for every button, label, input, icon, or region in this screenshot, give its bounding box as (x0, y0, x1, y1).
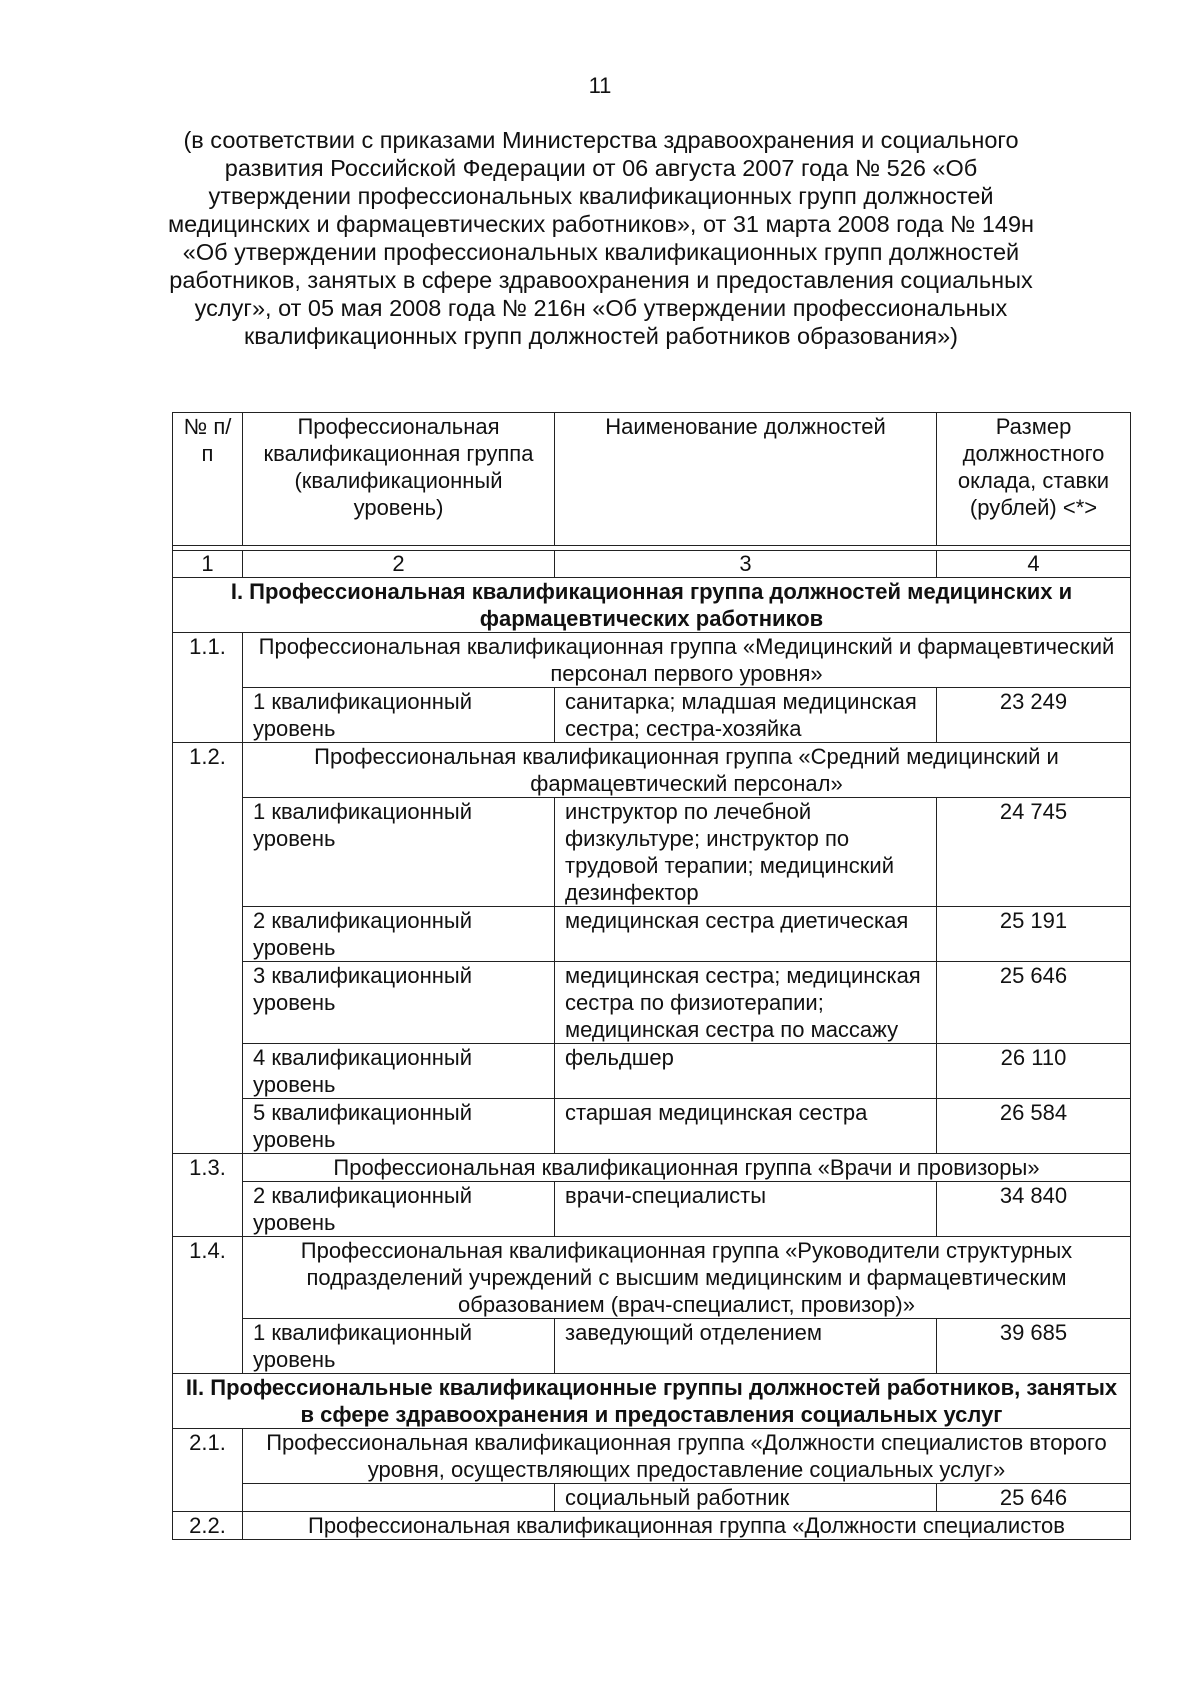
preamble-text (160, 126, 1042, 350)
salary-cell: 24 745 (937, 798, 1131, 907)
preamble-line: «Об утверждении профессиональных квалификационных групп должностей (182, 239, 1020, 265)
positions-cell: фельдшер (555, 1044, 937, 1099)
salary-cell: 39 685 (937, 1319, 1131, 1374)
level-cell: 4 квалификационный уровень (243, 1044, 555, 1099)
header-positions: Наименование должностей (555, 413, 937, 546)
group-row (173, 1154, 1131, 1182)
header-number: № п/п (173, 413, 243, 546)
preamble-line: работников, занятых в сфере здравоохранения и предоставления социальных (169, 267, 1033, 293)
group-number: 1.3. (173, 1154, 243, 1237)
salary-cell: 26 110 (937, 1044, 1131, 1099)
group-title: Профессиональная квалификационная группа «Должности специалистов второго уровня, осуществляющих предоставление социальных услуг» (243, 1429, 1131, 1484)
table-row (173, 1319, 1131, 1374)
table-row (173, 962, 1131, 1044)
group-title: Профессиональная квалификационная группа «Врачи и провизоры» (243, 1154, 1131, 1182)
group-title: Профессиональная квалификационная группа «Медицинский и фармацевтический персонал первого уровня» (243, 633, 1131, 688)
salary-cell: 34 840 (937, 1182, 1131, 1237)
level-cell: 1 квалификационный уровень (243, 688, 555, 743)
group-number: 2.2. (173, 1512, 243, 1540)
group-row (173, 633, 1131, 688)
salary-cell: 25 191 (937, 907, 1131, 962)
header-salary: Размер должностного оклада, ставки (рублей) <*> (937, 413, 1131, 546)
table-row (173, 798, 1131, 907)
salary-table (172, 412, 1131, 1540)
column-number-row (173, 551, 1131, 578)
positions-cell: заведующий отделением (555, 1319, 937, 1374)
level-cell: 2 квалификационный уровень (243, 907, 555, 962)
group-title: Профессиональная квалификационная группа «Средний медицинский и фармацевтический персонал» (243, 743, 1131, 798)
section-heading-row (173, 1374, 1131, 1429)
page-number: 11 (588, 73, 612, 98)
group-number: 1.2. (173, 743, 243, 1154)
table-row (173, 1182, 1131, 1237)
positions-cell: врачи-специалисты (555, 1182, 937, 1237)
preamble-line: развития Российской Федерации от 06 августа 2007 года № 526 «Об (224, 155, 978, 181)
salary-cell: 25 646 (937, 1484, 1131, 1512)
level-cell: 5 квалификационный уровень (243, 1099, 555, 1154)
preamble-line: утверждении профессиональных квалификационных групп должностей (208, 183, 994, 209)
preamble-line: (в соответствии с приказами Министерства здравоохранения и социального (183, 127, 1019, 153)
preamble-line: услуг», от 05 мая 2008 года № 216н «Об утверждении профессиональных (194, 295, 1008, 321)
level-cell: 2 квалификационный уровень (243, 1182, 555, 1237)
group-number: 2.1. (173, 1429, 243, 1512)
salary-cell: 26 584 (937, 1099, 1131, 1154)
level-cell (243, 1484, 555, 1512)
group-row (173, 1237, 1131, 1319)
column-number: 3 (555, 551, 937, 578)
group-number: 1.1. (173, 633, 243, 743)
preamble-line: квалификационных групп должностей работников образования») (244, 323, 958, 349)
positions-cell: инструктор по лечебной физкультуре; инструктор по трудовой терапии; медицинский дезинфектор (555, 798, 937, 907)
column-number: 2 (243, 551, 555, 578)
positions-cell: санитарка; младшая медицинская сестра; сестра-хозяйка (555, 688, 937, 743)
table-row (173, 688, 1131, 743)
group-row (173, 1512, 1131, 1540)
table-header-row (173, 413, 1131, 546)
table-row (173, 1484, 1131, 1512)
preamble-line: медицинских и фармацевтических работников», от 31 марта 2008 года № 149н (167, 211, 1035, 237)
section-heading-row (173, 578, 1131, 633)
section-heading: II. Профессиональные квалификационные группы должностей работников, занятых в сфере здравоохранения и предоставления социальных услуг (173, 1374, 1131, 1429)
group-row (173, 743, 1131, 798)
salary-cell: 23 249 (937, 688, 1131, 743)
header-group: Профессиональная квалификационная группа (квалификационный уровень) (243, 413, 555, 546)
section-heading: I. Профессиональная квалификационная группа должностей медицинских и фармацевтических работников (173, 578, 1131, 633)
group-title: Профессиональная квалификационная группа «Должности специалистов (243, 1512, 1131, 1540)
level-cell: 1 квалификационный уровень (243, 1319, 555, 1374)
positions-cell: медицинская сестра; медицинская сестра по физиотерапии; медицинская сестра по массажу (555, 962, 937, 1044)
group-number: 1.4. (173, 1237, 243, 1374)
table-row (173, 1099, 1131, 1154)
positions-cell: старшая медицинская сестра (555, 1099, 937, 1154)
column-number: 4 (937, 551, 1131, 578)
table-row (173, 907, 1131, 962)
level-cell: 1 квалификационный уровень (243, 798, 555, 907)
level-cell: 3 квалификационный уровень (243, 962, 555, 1044)
salary-cell: 25 646 (937, 962, 1131, 1044)
table-row (173, 1044, 1131, 1099)
positions-cell: социальный работник (555, 1484, 937, 1512)
group-title: Профессиональная квалификационная группа «Руководители структурных подразделений учреждений с высшим медицинским и фармацевтическим образованием (врач-специалист, провизор)» (243, 1237, 1131, 1319)
group-row (173, 1429, 1131, 1484)
positions-cell: медицинская сестра диетическая (555, 907, 937, 962)
column-number: 1 (173, 551, 243, 578)
